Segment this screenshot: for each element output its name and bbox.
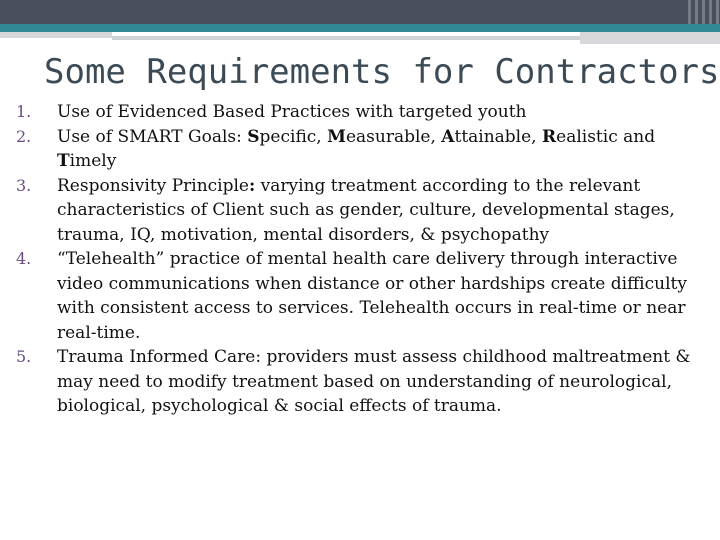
list-item-text: Trauma Informed Care: providers must assess childhood maltreatment & may need to modify treatment based on understanding of neurological, biological, psychological & social effects of trauma. xyxy=(57,347,691,416)
list-item xyxy=(0,345,720,419)
list-item-text: Responsivity Principle xyxy=(57,175,249,196)
list-item xyxy=(0,174,720,248)
list-item-number: 4. xyxy=(16,249,32,268)
list-item-text: : xyxy=(248,175,256,196)
list-item-text: “Telehealth” practice of mental health care delivery through interactive video communications when distance or other hardships create difficulty with consistent access to services. Telehealth occurs in real-time or near real-time. xyxy=(57,249,687,343)
list-item-text: R xyxy=(542,126,557,147)
list-item-number: 3. xyxy=(16,175,32,195)
list-item-text: ttainable, xyxy=(454,126,542,147)
list-item-number: 1. xyxy=(16,102,32,121)
list-item-text: T xyxy=(57,151,70,171)
list-item xyxy=(0,247,720,345)
sub-accent-line xyxy=(0,32,720,46)
list-item-text: varying treatment according to the relevant characteristics of Client such as gender, culture, developmental stages, trauma, IQ, motivation, mental disorders, & psychopathy xyxy=(57,175,675,245)
list-item-number: 5. xyxy=(16,347,32,366)
list-item-number: 2. xyxy=(16,126,32,146)
list-item-text: Use of SMART Goals: xyxy=(57,126,248,147)
list-item-text: M xyxy=(327,126,346,147)
list-item-text: S xyxy=(247,126,260,147)
list-item xyxy=(0,125,720,174)
accent-line xyxy=(0,24,720,32)
list-item-text: imely xyxy=(69,151,117,171)
header-bar xyxy=(0,0,720,24)
list-item-text: A xyxy=(441,126,455,147)
list-item-text: pecific, xyxy=(259,126,328,147)
slide-title: Some Requirements for Contractors xyxy=(44,52,720,92)
list-item xyxy=(0,100,720,125)
requirements-list xyxy=(0,100,720,419)
header-stripes xyxy=(684,0,720,24)
list-item-text: ealistic and xyxy=(556,126,656,147)
list-item-text: easurable, xyxy=(345,126,442,147)
list-item-text: Use of Evidenced Based Practices with targeted youth xyxy=(57,102,527,122)
